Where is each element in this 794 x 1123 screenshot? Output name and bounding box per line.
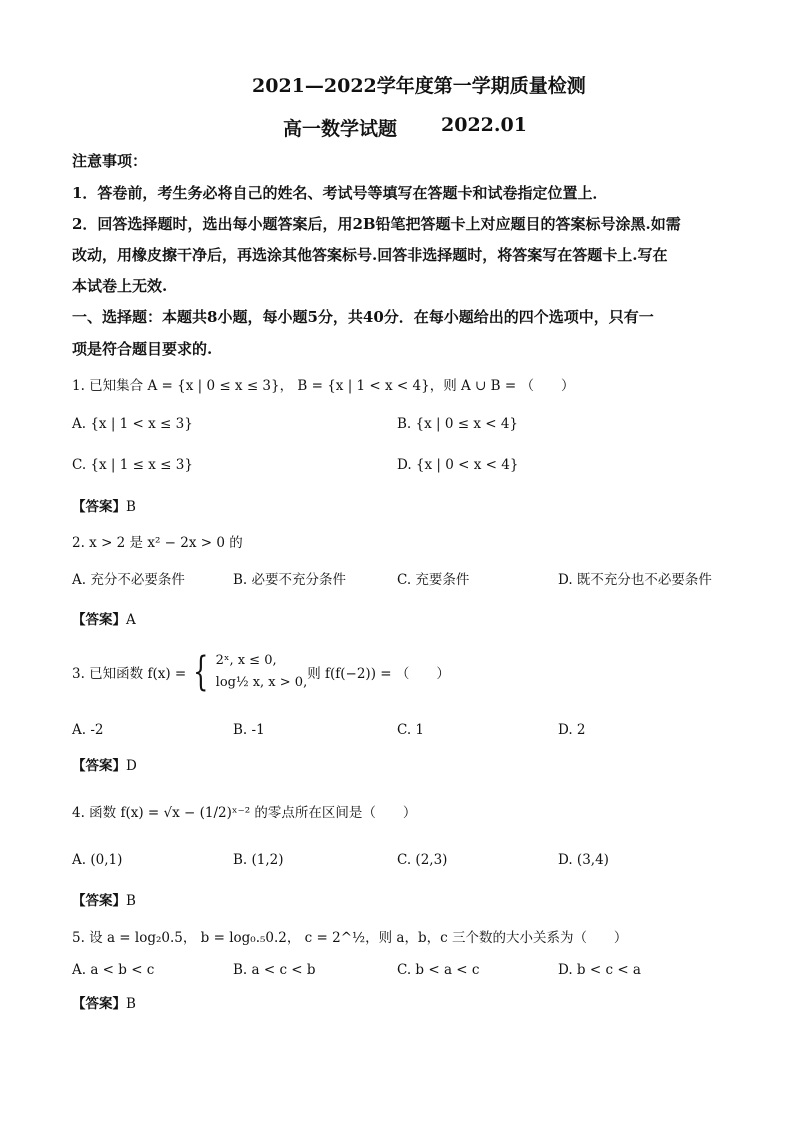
question-4-option-b: B. (1,2)	[233, 852, 284, 868]
question-3-option-d: D. 2	[558, 722, 586, 738]
question-2-option-c: C. 充要条件	[397, 572, 470, 588]
case-2: log½ x, x > 0,	[215, 675, 308, 690]
question-5-option-b: B. a < c < b	[233, 962, 316, 978]
question-3-stem	[72, 650, 450, 694]
answer-value: D	[126, 758, 137, 774]
question-1-option-b: B. {x | 0 ≤ x < 4}	[397, 416, 519, 432]
question-1-option-a: A. {x | 1 < x ≤ 3}	[72, 416, 193, 432]
question-4-stem: 4. 函数 f(x) = √x − (1/2)ˣ⁻² 的零点所在区间是（ ）	[72, 805, 417, 821]
question-3-option-a: A. -2	[72, 722, 104, 738]
question-2-option-a: A. 充分不必要条件	[72, 572, 185, 588]
answer-value: A	[126, 612, 136, 628]
section-instruction-line-2: 项是符合题目要求的.	[72, 340, 213, 358]
answer-value: B	[126, 893, 136, 909]
answer-tag: 【答案】	[72, 758, 126, 774]
answer-tag: 【答案】	[72, 499, 126, 515]
notice-item-2-line-2: 改动，用橡皮擦干净后，再选涂其他答案标号.回答非选择题时，将答案写在答题卡上.写在	[72, 246, 668, 264]
question-1-option-d: D. {x | 0 < x < 4}	[397, 457, 519, 473]
answer-value: B	[126, 996, 136, 1012]
notice-heading: 注意事项：	[72, 152, 148, 170]
question-1-answer	[72, 495, 136, 515]
left-brace: {	[193, 649, 209, 695]
question-4-option-a: A. (0,1)	[72, 852, 123, 868]
question-4-option-c: C. (2,3)	[397, 852, 448, 868]
section-instruction-line-1: 一、选择题：本题共8小题，每小题5分，共40分．在每小题给出的四个选项中，只有一	[72, 308, 654, 326]
question-5-option-c: C. b < a < c	[397, 962, 480, 978]
question-5-answer	[72, 992, 136, 1012]
piecewise-cases	[216, 650, 308, 694]
exam-subject: 高一数学试题	[283, 118, 398, 140]
question-3-stem-suffix: 则 f(f(−2)) = （ ）	[307, 666, 450, 682]
question-3-answer	[72, 754, 137, 774]
question-4-answer	[72, 889, 136, 909]
answer-value: B	[126, 499, 136, 515]
question-3-option-c: C. 1	[397, 722, 425, 738]
question-1-option-c: C. {x | 1 ≤ x ≤ 3}	[72, 457, 193, 473]
question-5-option-d: D. b < c < a	[558, 962, 641, 978]
answer-tag: 【答案】	[72, 612, 126, 628]
question-1-stem: 1. 已知集合 A = {x | 0 ≤ x ≤ 3}， B = {x | 1 < x < 4}，则 A ∪ B = （ ）	[72, 378, 575, 394]
question-3-stem-prefix: 3. 已知函数 f(x) =	[72, 666, 187, 682]
notice-item-1: 1．答卷前，考生务必将自己的姓名、考试号等填写在答题卡和试卷指定位置上．	[72, 184, 608, 202]
question-2-stem: 2. x > 2 是 x² − 2x > 0 的	[72, 535, 243, 551]
question-5-stem: 5. 设 a = log₂0.5， b = log₀.₅0.2， c = 2^½，则 a，b，c 三个数的大小关系为（ ）	[72, 930, 628, 946]
answer-tag: 【答案】	[72, 996, 126, 1012]
question-3-option-b: B. -1	[233, 722, 265, 738]
question-2-option-d: D. 既不充分也不必要条件	[558, 572, 712, 588]
answer-tag: 【答案】	[72, 893, 126, 909]
case-1: 2ˣ, x ≤ 0,	[215, 653, 277, 668]
exam-date: 2022.01	[441, 114, 527, 136]
notice-item-2-line-3: 本试卷上无效.	[72, 277, 168, 295]
exam-title: 2021—2022学年度第一学期质量检测	[252, 75, 586, 97]
question-5-option-a: A. a < b < c	[72, 962, 155, 978]
question-2-option-b: B. 必要不充分条件	[233, 572, 347, 588]
question-4-option-d: D. (3,4)	[558, 852, 609, 868]
question-2-answer	[72, 608, 136, 628]
notice-item-2-line-1: 2．回答选择题时，选出每小题答案后，用2B铅笔把答题卡上对应题目的答案标号涂黑.如需	[72, 215, 681, 233]
piecewise-function	[186, 650, 307, 694]
